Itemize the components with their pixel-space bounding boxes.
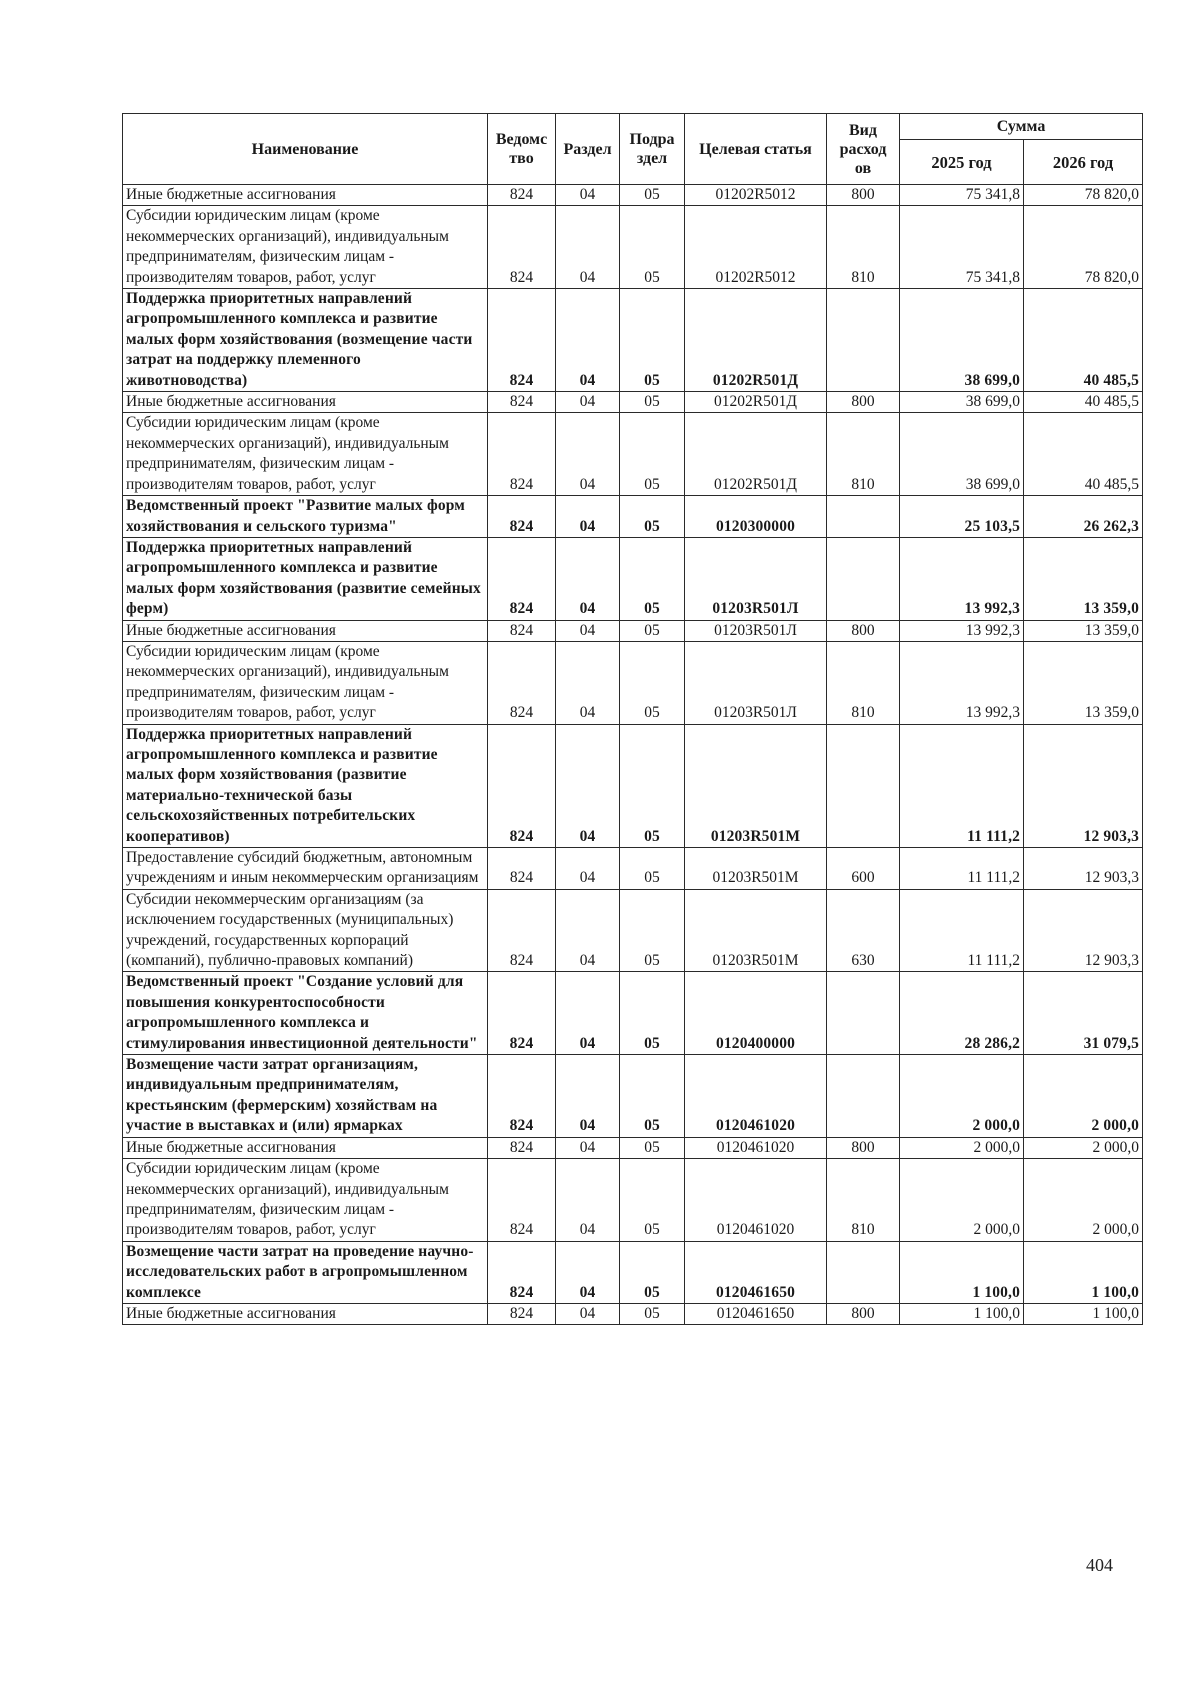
cell-dept: 824: [488, 289, 556, 392]
cell-sum-2025: 75 341,8: [900, 185, 1024, 206]
table-row: [123, 289, 1143, 392]
cell-section: 04: [556, 185, 620, 206]
cell-subsection: 05: [620, 1055, 685, 1138]
cell-sum-2025: 1 100,0: [900, 1241, 1024, 1303]
cell-name: Возмещение части затрат организациям, индивидуальным предпринимателям, крестьянским (фермерским) хозяйствам на участие в выставках и (или) ярмарках: [123, 1055, 488, 1138]
cell-sum-2025: 38 699,0: [900, 392, 1024, 413]
cell-dept: 824: [488, 620, 556, 641]
table-row: [123, 972, 1143, 1055]
table-row: [123, 185, 1143, 206]
cell-sum-2025: 13 992,3: [900, 537, 1024, 620]
cell-target: 01202R5012: [685, 185, 827, 206]
cell-name: Субсидии юридическим лицам (кроме некоммерческих организаций), индивидуальным предпринимателям, физическим лицам - производителям товаров, работ, услуг: [123, 413, 488, 496]
cell-sum-2026: 13 359,0: [1024, 537, 1143, 620]
cell-subsection: 05: [620, 1303, 685, 1324]
header-section: Раздел: [556, 114, 620, 185]
cell-sum-2026: 12 903,3: [1024, 889, 1143, 972]
cell-name: Субсидии юридическим лицам (кроме некоммерческих организаций), индивидуальным предпринимателям, физическим лицам - производителям товаров, работ, услуг: [123, 1159, 488, 1242]
cell-target: 01202R501Д: [685, 392, 827, 413]
cell-sum-2026: 78 820,0: [1024, 206, 1143, 289]
cell-dept: 824: [488, 1159, 556, 1242]
header-year-2025: 2025 год: [900, 140, 1024, 185]
cell-target: 0120461020: [685, 1055, 827, 1138]
budget-table: [122, 113, 1143, 1325]
cell-target: 0120461650: [685, 1241, 827, 1303]
cell-target: 01203R501М: [685, 724, 827, 847]
cell-target: 01203R501Л: [685, 620, 827, 641]
cell-target: 01203R501Л: [685, 537, 827, 620]
cell-sum-2026: 12 903,3: [1024, 848, 1143, 890]
cell-section: 04: [556, 1303, 620, 1324]
cell-sum-2025: 38 699,0: [900, 289, 1024, 392]
cell-subsection: 05: [620, 972, 685, 1055]
cell-sum-2025: 28 286,2: [900, 972, 1024, 1055]
cell-section: 04: [556, 972, 620, 1055]
cell-kind: 800: [827, 1303, 900, 1324]
table-row: [123, 1303, 1143, 1324]
cell-sum-2026: 78 820,0: [1024, 185, 1143, 206]
cell-subsection: 05: [620, 848, 685, 890]
cell-sum-2025: 75 341,8: [900, 206, 1024, 289]
table-row: [123, 413, 1143, 496]
cell-dept: 824: [488, 1303, 556, 1324]
cell-name: Субсидии некоммерческим организациям (за исключением государственных (муниципальных) учреждений, государственных корпораций (компаний), публично-правовых компаний): [123, 889, 488, 972]
cell-target: 01203R501М: [685, 889, 827, 972]
cell-sum-2026: 1 100,0: [1024, 1303, 1143, 1324]
cell-sum-2026: 40 485,5: [1024, 413, 1143, 496]
cell-target: 0120400000: [685, 972, 827, 1055]
table-row: [123, 848, 1143, 890]
cell-sum-2026: 2 000,0: [1024, 1055, 1143, 1138]
cell-kind: [827, 1055, 900, 1138]
cell-dept: 824: [488, 1137, 556, 1158]
cell-sum-2026: 2 000,0: [1024, 1159, 1143, 1242]
cell-dept: 824: [488, 889, 556, 972]
cell-section: 04: [556, 724, 620, 847]
cell-kind: [827, 496, 900, 538]
cell-name: Поддержка приоритетных направлений агропромышленного комплекса и развитие малых форм хозяйствования (развитие семейных ферм): [123, 537, 488, 620]
cell-target: 01202R5012: [685, 206, 827, 289]
cell-sum-2025: 13 992,3: [900, 641, 1024, 724]
cell-name: Поддержка приоритетных направлений агропромышленного комплекса и развитие малых форм хозяйствования (развитие материально-технической базы сельскохозяйственных потребительских кооперативов): [123, 724, 488, 847]
cell-section: 04: [556, 1241, 620, 1303]
cell-dept: 824: [488, 392, 556, 413]
cell-kind: 630: [827, 889, 900, 972]
table-row: [123, 724, 1143, 847]
cell-sum-2025: 11 111,2: [900, 889, 1024, 972]
cell-sum-2025: 2 000,0: [900, 1159, 1024, 1242]
table-row: [123, 620, 1143, 641]
cell-section: 04: [556, 413, 620, 496]
table-header: [123, 114, 1143, 185]
cell-sum-2025: 2 000,0: [900, 1055, 1024, 1138]
cell-section: 04: [556, 1137, 620, 1158]
cell-dept: 824: [488, 641, 556, 724]
table-row: [123, 537, 1143, 620]
cell-target: 01203R501Л: [685, 641, 827, 724]
table-row: [123, 889, 1143, 972]
table-row: [123, 206, 1143, 289]
cell-dept: 824: [488, 724, 556, 847]
header-dept: Ведомс тво: [488, 114, 556, 185]
cell-subsection: 05: [620, 641, 685, 724]
cell-dept: 824: [488, 1055, 556, 1138]
cell-name: Иные бюджетные ассигнования: [123, 185, 488, 206]
cell-subsection: 05: [620, 392, 685, 413]
cell-kind: 600: [827, 848, 900, 890]
cell-kind: [827, 972, 900, 1055]
cell-target: 0120461650: [685, 1303, 827, 1324]
cell-kind: 800: [827, 620, 900, 641]
cell-name: Иные бюджетные ассигнования: [123, 1303, 488, 1324]
cell-dept: 824: [488, 206, 556, 289]
cell-subsection: 05: [620, 889, 685, 972]
cell-subsection: 05: [620, 206, 685, 289]
cell-name: Возмещение части затрат на проведение научно-исследовательских работ в агропромышленном комплексе: [123, 1241, 488, 1303]
cell-kind: [827, 289, 900, 392]
cell-sum-2026: 13 359,0: [1024, 620, 1143, 641]
cell-kind: [827, 1241, 900, 1303]
cell-section: 04: [556, 1159, 620, 1242]
header-target: Целевая статья: [685, 114, 827, 185]
cell-dept: 824: [488, 185, 556, 206]
cell-kind: [827, 724, 900, 847]
cell-name: Иные бюджетные ассигнования: [123, 1137, 488, 1158]
table-row: [123, 1137, 1143, 1158]
cell-sum-2025: 1 100,0: [900, 1303, 1024, 1324]
cell-sum-2026: 2 000,0: [1024, 1137, 1143, 1158]
cell-section: 04: [556, 206, 620, 289]
cell-kind: 800: [827, 1137, 900, 1158]
cell-name: Иные бюджетные ассигнования: [123, 392, 488, 413]
cell-name: Субсидии юридическим лицам (кроме некоммерческих организаций), индивидуальным предпринимателям, физическим лицам - производителям товаров, работ, услуг: [123, 206, 488, 289]
cell-section: 04: [556, 620, 620, 641]
cell-section: 04: [556, 496, 620, 538]
cell-target: 0120461020: [685, 1137, 827, 1158]
cell-dept: 824: [488, 413, 556, 496]
cell-sum-2025: 2 000,0: [900, 1137, 1024, 1158]
cell-sum-2026: 40 485,5: [1024, 392, 1143, 413]
table-body: [123, 185, 1143, 1325]
cell-kind: 810: [827, 641, 900, 724]
cell-sum-2026: 40 485,5: [1024, 289, 1143, 392]
cell-sum-2026: 12 903,3: [1024, 724, 1143, 847]
cell-name: Субсидии юридическим лицам (кроме некоммерческих организаций), индивидуальным предпринимателям, физическим лицам - производителям товаров, работ, услуг: [123, 641, 488, 724]
cell-section: 04: [556, 889, 620, 972]
cell-kind: 810: [827, 413, 900, 496]
cell-sum-2025: 38 699,0: [900, 413, 1024, 496]
cell-subsection: 05: [620, 1159, 685, 1242]
cell-sum-2026: 31 079,5: [1024, 972, 1143, 1055]
table-row: [123, 641, 1143, 724]
cell-sum-2025: 11 111,2: [900, 848, 1024, 890]
cell-section: 04: [556, 641, 620, 724]
cell-section: 04: [556, 848, 620, 890]
cell-sum-2025: 25 103,5: [900, 496, 1024, 538]
header-sum: Сумма: [900, 114, 1143, 140]
header-subsection: Подра здел: [620, 114, 685, 185]
cell-name: Ведомственный проект "Создание условий для повышения конкурентоспособности агропромышленного комплекса и стимулирования инвестиционной деятельности": [123, 972, 488, 1055]
cell-kind: 800: [827, 185, 900, 206]
header-year-2026: 2026 год: [1024, 140, 1143, 185]
cell-sum-2026: 1 100,0: [1024, 1241, 1143, 1303]
cell-target: 01203R501М: [685, 848, 827, 890]
cell-subsection: 05: [620, 185, 685, 206]
cell-sum-2026: 13 359,0: [1024, 641, 1143, 724]
cell-section: 04: [556, 289, 620, 392]
cell-subsection: 05: [620, 1241, 685, 1303]
cell-name: Поддержка приоритетных направлений агропромышленного комплекса и развитие малых форм хозяйствования (возмещение части затрат на поддержку племенного животноводства): [123, 289, 488, 392]
cell-subsection: 05: [620, 413, 685, 496]
cell-kind: 810: [827, 206, 900, 289]
header-kind: Вид расход ов: [827, 114, 900, 185]
cell-dept: 824: [488, 1241, 556, 1303]
cell-sum-2025: 11 111,2: [900, 724, 1024, 847]
table-row: [123, 392, 1143, 413]
cell-section: 04: [556, 537, 620, 620]
cell-sum-2026: 26 262,3: [1024, 496, 1143, 538]
cell-section: 04: [556, 392, 620, 413]
cell-name: Ведомственный проект "Развитие малых форм хозяйствования и сельского туризма": [123, 496, 488, 538]
table-row: [123, 1241, 1143, 1303]
cell-target: 0120300000: [685, 496, 827, 538]
table-row: [123, 1055, 1143, 1138]
page-number: 404: [1086, 1555, 1113, 1575]
cell-section: 04: [556, 1055, 620, 1138]
cell-subsection: 05: [620, 289, 685, 392]
cell-subsection: 05: [620, 537, 685, 620]
cell-kind: 800: [827, 392, 900, 413]
cell-target: 01202R501Д: [685, 413, 827, 496]
cell-dept: 824: [488, 496, 556, 538]
cell-subsection: 05: [620, 496, 685, 538]
cell-subsection: 05: [620, 620, 685, 641]
cell-dept: 824: [488, 537, 556, 620]
cell-dept: 824: [488, 972, 556, 1055]
cell-target: 0120461020: [685, 1159, 827, 1242]
cell-subsection: 05: [620, 724, 685, 847]
table-row: [123, 496, 1143, 538]
cell-kind: 810: [827, 1159, 900, 1242]
cell-name: Предоставление субсидий бюджетным, автономным учреждениям и иным некоммерческим организациям: [123, 848, 488, 890]
cell-kind: [827, 537, 900, 620]
table-row: [123, 1159, 1143, 1242]
cell-sum-2025: 13 992,3: [900, 620, 1024, 641]
cell-target: 01202R501Д: [685, 289, 827, 392]
header-name: Наименование: [123, 114, 488, 185]
cell-subsection: 05: [620, 1137, 685, 1158]
cell-dept: 824: [488, 848, 556, 890]
cell-name: Иные бюджетные ассигнования: [123, 620, 488, 641]
